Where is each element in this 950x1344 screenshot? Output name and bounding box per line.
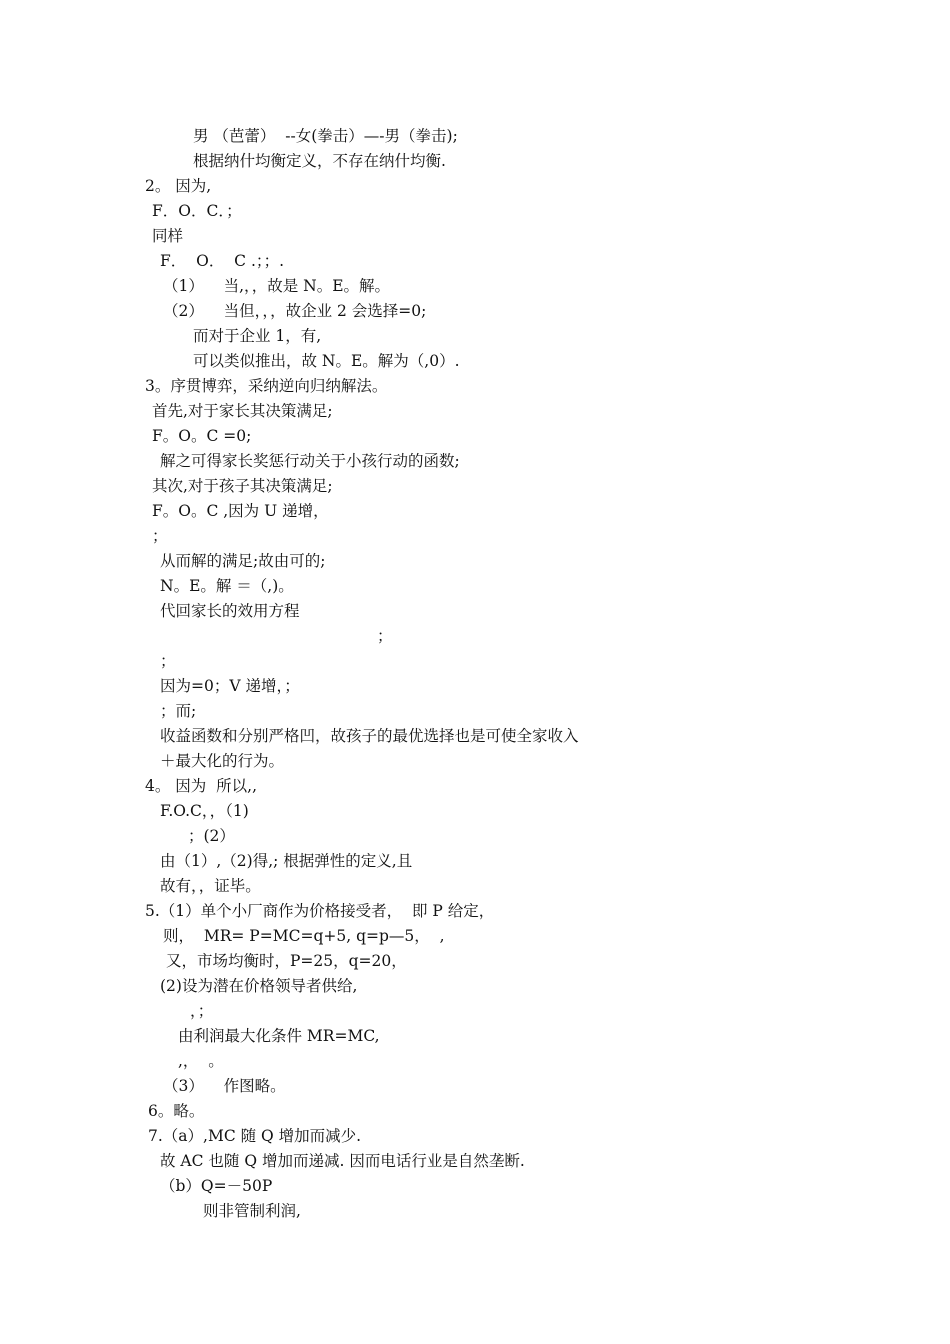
text-line-17: ；: [152, 527, 168, 545]
text-line-25: 收益函数和分别严格凹，故孩子的最优选择也是可使全家收入: [160, 727, 579, 745]
text-line-26: ＋最大化的行为。: [160, 752, 285, 770]
text-line-13: F。O。C =0;: [152, 427, 252, 445]
text-line-36: ，；: [190, 1002, 214, 1020]
text-line-24: ；而;: [160, 702, 197, 720]
text-line-37: 由利润最大化条件 MR=MC,: [178, 1027, 380, 1045]
text-line-8: （2） 当但，，，故企业 2 会选择=0;: [163, 302, 427, 320]
text-line-33: 则， MR= P=MC=q+5, q=p—5， ,: [163, 927, 445, 945]
text-line-28: F.O.C，，（1): [160, 802, 249, 820]
text-line-14: 解之可得家长奖惩行动关于小孩行动的函数;: [160, 452, 460, 470]
text-line-5: 同样: [152, 227, 184, 245]
text-line-29: ；(2）: [188, 827, 235, 845]
text-line-15: 其次,对于孩子其决策满足;: [152, 477, 333, 495]
text-line-4: F．O．C．；: [152, 202, 242, 220]
text-line-42: 故 AC 也随 Q 增加而递减. 因而电话行业是自然垄断.: [160, 1152, 525, 1170]
text-line-32: 5.（1）单个小厂商作为价格接受者， 即 P 给定，: [145, 902, 495, 920]
text-line-31: 故有，，证毕。: [160, 877, 261, 895]
text-line-19: N。E。解 ＝（,)。: [160, 577, 294, 595]
text-line-41: 7.（a）,MC 随 Q 增加而减少.: [148, 1127, 362, 1145]
text-line-43: （b）Q=－50P: [160, 1177, 273, 1195]
text-line-20: 代回家长的效用方程: [160, 602, 300, 620]
text-line-6: F． O． C .；；.: [160, 252, 285, 270]
text-line-9: 而对于企业 1，有,: [193, 327, 322, 345]
text-line-38: ,， 。: [178, 1052, 224, 1070]
text-line-10: 可以类似推出，故 N。E。解为（,0）.: [193, 352, 460, 370]
text-line-23: 因为=0；V 递增，；: [160, 677, 300, 695]
text-line-12: 首先,对于家长其决策满足;: [152, 402, 333, 420]
text-line-27: 4。 因为 所以,,: [145, 777, 257, 795]
text-line-22: ；: [160, 652, 176, 670]
text-line-30: 由（1）,（2)得,; 根据弹性的定义,且: [160, 852, 413, 870]
text-line-2: 根据纳什均衡定义，不存在纳什均衡.: [193, 152, 446, 170]
text-line-7: （1） 当,，，故是 N。E。解。: [163, 277, 391, 295]
text-line-1: 男 （芭蕾） --女(拳击）—-男（拳击);: [193, 127, 458, 145]
text-line-44: 则非管制利润,: [203, 1202, 301, 1220]
text-line-35: (2)设为潜在价格领导者供给,: [160, 977, 358, 995]
text-line-40: 6。略。: [148, 1102, 205, 1120]
text-line-11: 3。序贯博弈，采纳逆向归纳解法。: [145, 377, 388, 395]
text-line-21: ；: [377, 627, 393, 645]
text-line-3: 2。 因为,: [145, 177, 212, 195]
text-line-18: 从而解的满足;故由可的;: [160, 552, 326, 570]
text-line-34: 又，市场均衡时，P=25，q=20，: [166, 952, 407, 970]
text-line-39: （3） 作图略。: [163, 1077, 286, 1095]
text-line-16: F。O。C ,因为 U 递增，: [152, 502, 329, 520]
